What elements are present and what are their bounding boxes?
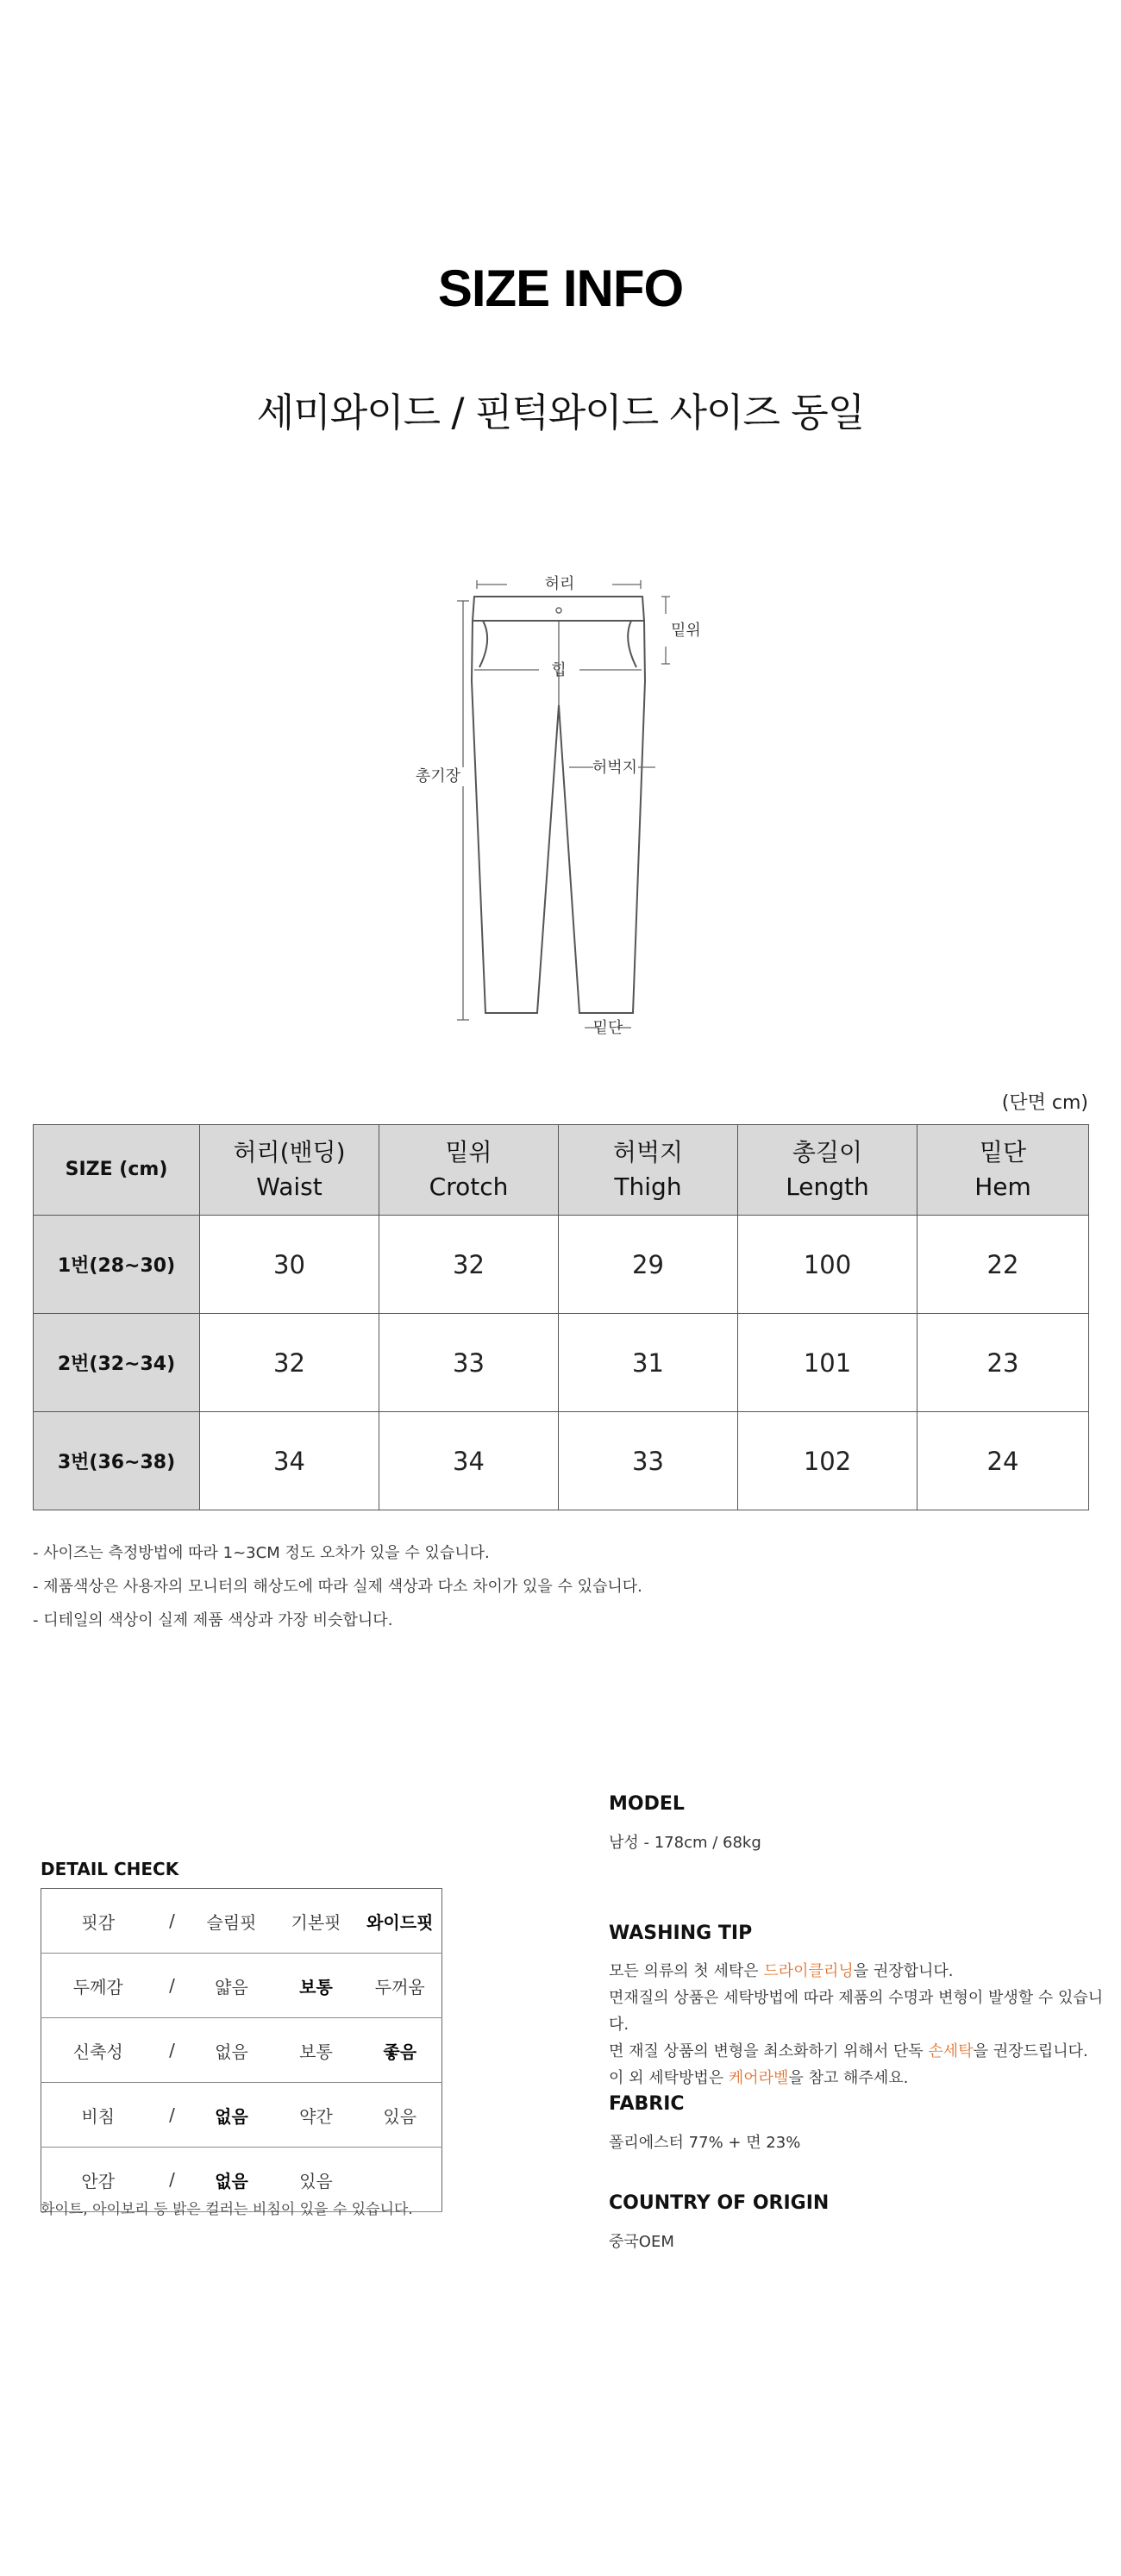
waist-column-header <box>200 1125 379 1216</box>
size-notes <box>33 1536 642 1637</box>
detail-separator: / <box>155 2148 190 2212</box>
detail-option: 슬림핏 <box>190 1889 274 1954</box>
detail-row <box>41 1889 442 1954</box>
left-pocket-line <box>479 621 487 667</box>
length-column-header <box>738 1125 917 1216</box>
detail-option: 와이드핏 <box>359 1889 442 1954</box>
detail-label: 두께감 <box>41 1954 155 2018</box>
thigh-cell: 29 <box>559 1216 738 1314</box>
detail-separator: / <box>155 1954 190 2018</box>
hem-column-header <box>917 1125 1089 1216</box>
highlight-text: 드라이클리닝 <box>763 1962 854 1980</box>
table-row <box>34 1314 1089 1412</box>
detail-option: 없음 <box>190 2018 274 2083</box>
detail-option: 없음 <box>190 2083 274 2148</box>
size-cell: 3번(36~38) <box>34 1412 200 1510</box>
washing-line: 모든 의류의 첫 세탁은 드라이클리닝을 권장합니다. <box>609 1962 954 1980</box>
waist-label: 허리 <box>544 575 575 593</box>
thigh-cell: 31 <box>559 1314 738 1412</box>
detail-option: 두꺼움 <box>359 1954 442 2018</box>
size-cell: 1번(28~30) <box>34 1216 200 1314</box>
header-en: Thigh <box>614 1172 682 1201</box>
hem-cell: 22 <box>917 1216 1089 1314</box>
detail-separator: / <box>155 2083 190 2148</box>
origin-text: 중국OEM <box>609 2233 674 2251</box>
detail-separator: / <box>155 1889 190 1954</box>
detail-option: 보통 <box>274 1954 359 2018</box>
detail-option: 있음 <box>274 2148 359 2212</box>
note-item: - 제품색상은 사용자의 모니터의 해상도에 따라 실제 색상과 다소 차이가 있을 수 있습니다. <box>33 1578 642 1596</box>
fabric-text: 폴리에스터 77% + 면 23% <box>609 2134 801 2152</box>
length-cell: 100 <box>738 1216 917 1314</box>
detail-check-note: 화이트, 아이보리 등 밝은 컬러는 비침이 있을 수 있습니다. <box>41 2201 413 2218</box>
washing-line: 면재질의 상품은 세탁방법에 따라 제품의 수명과 변형이 발생할 수 있습니다. <box>609 1989 1104 2034</box>
model-title: MODEL <box>609 1793 685 1815</box>
washing-tip-title: WASHING TIP <box>609 1923 753 1944</box>
washing-line: 면 재질 상품의 변형을 최소화하기 위해서 단독 손세탁을 권장드립니다. <box>609 2042 1088 2060</box>
crotch-cell: 33 <box>379 1314 559 1412</box>
header-en: Length <box>786 1172 869 1201</box>
waist-cell: 30 <box>200 1216 379 1314</box>
crotch-cell: 34 <box>379 1412 559 1510</box>
header-ko: 총길이 <box>792 1138 863 1166</box>
header-ko: 밑위 <box>445 1138 492 1166</box>
fabric-title: FABRIC <box>609 2093 685 2115</box>
waistband-outline <box>473 597 644 621</box>
header-ko: 허리(밴딩) <box>233 1138 346 1166</box>
waist-cell: 32 <box>200 1314 379 1412</box>
crotch-cell: 32 <box>379 1216 559 1314</box>
crotch-column-header <box>379 1125 559 1216</box>
length-cell: 101 <box>738 1314 917 1412</box>
table-row <box>34 1412 1089 1510</box>
crotch-label: 밑위 <box>671 622 701 640</box>
washing-tip-text <box>609 1958 1121 2091</box>
detail-option: 좋음 <box>359 2018 442 2083</box>
size-column-header <box>34 1125 200 1216</box>
detail-separator: / <box>155 2018 190 2083</box>
detail-label: 안감 <box>41 2148 155 2212</box>
header-en: Hem <box>974 1172 1031 1201</box>
table-row <box>34 1216 1089 1314</box>
detail-row <box>41 1954 442 2018</box>
header-en: Waist <box>256 1172 323 1201</box>
size-table <box>33 1124 1089 1510</box>
detail-row <box>41 2083 442 2148</box>
note-item: - 디테일의 색상이 실제 제품 색상과 가장 비슷합니다. <box>33 1611 393 1629</box>
thigh-column-header <box>559 1125 738 1216</box>
waist-cell: 34 <box>200 1412 379 1510</box>
detail-option: 약간 <box>274 2083 359 2148</box>
page-title: SIZE INFO <box>437 259 684 317</box>
detail-check-table <box>41 1888 442 2212</box>
hip-label: 힙 <box>551 661 567 679</box>
thigh-cell: 33 <box>559 1412 738 1510</box>
header-ko: 밑단 <box>979 1138 1027 1166</box>
header-en: Crotch <box>429 1172 509 1201</box>
hem-cell: 24 <box>917 1412 1089 1510</box>
thigh-label: 허벅지 <box>592 759 638 777</box>
hem-cell: 23 <box>917 1314 1089 1412</box>
right-pocket-line <box>628 621 636 667</box>
size-cell: 2번(32~34) <box>34 1314 200 1412</box>
detail-option: 있음 <box>359 2083 442 2148</box>
detail-option: 보통 <box>274 2018 359 2083</box>
pants-diagram <box>397 560 724 1043</box>
origin-title: COUNTRY OF ORIGIN <box>609 2192 830 2214</box>
size-header-label: SIZE (cm) <box>65 1159 168 1180</box>
detail-label: 신축성 <box>41 2018 155 2083</box>
length-label: 총기장 <box>415 767 461 785</box>
detail-check-title: DETAIL CHECK <box>41 1859 179 1879</box>
length-cell: 102 <box>738 1412 917 1510</box>
detail-label: 비침 <box>41 2083 155 2148</box>
detail-option: 없음 <box>190 2148 274 2212</box>
highlight-text: 손세탁 <box>928 2042 974 2060</box>
detail-option: 얇음 <box>190 1954 274 2018</box>
washing-line: 이 외 세탁방법은 케어라벨을 참고 해주세요. <box>609 2069 909 2087</box>
hem-label: 밑단 <box>592 1019 623 1037</box>
detail-row <box>41 2018 442 2083</box>
page-subtitle: 세미와이드 / 핀턱와이드 사이즈 동일 <box>256 390 865 435</box>
button-icon <box>556 608 561 613</box>
model-text: 남성 - 178cm / 68kg <box>609 1834 761 1852</box>
header-ko: 허벅지 <box>612 1138 684 1166</box>
detail-label: 핏감 <box>41 1889 155 1954</box>
highlight-text: 케어라벨 <box>728 2069 789 2087</box>
note-item: - 사이즈는 측정방법에 따라 1~3CM 정도 오차가 있을 수 있습니다. <box>33 1544 490 1562</box>
size-table-header-row <box>34 1125 1089 1216</box>
detail-option: 기본핏 <box>274 1889 359 1954</box>
unit-label: (단면 cm) <box>1001 1092 1088 1114</box>
